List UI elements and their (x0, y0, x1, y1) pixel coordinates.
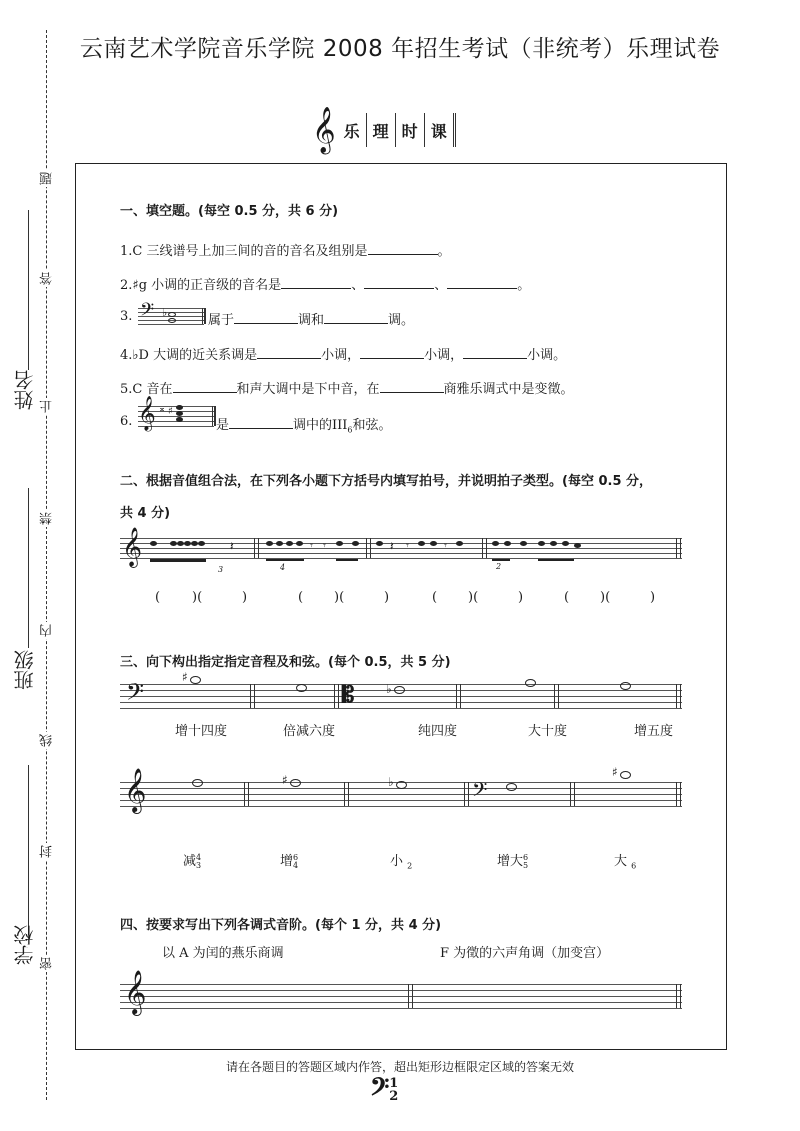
sharp-icon: ♯ (168, 406, 173, 417)
section-3-staff-1 (120, 670, 682, 712)
flat-icon: ♭ (388, 775, 394, 789)
time-sig-paren[interactable]: )( (468, 590, 479, 605)
logo-char: 乐 (338, 113, 367, 147)
chord-label: 减 4 3 (183, 852, 202, 870)
note (176, 417, 183, 422)
note (276, 541, 283, 546)
double-barline (250, 684, 255, 708)
beam (266, 559, 304, 561)
eighth-rest-icon: 𝄾 (444, 539, 447, 552)
treble-clef-icon: 𝄞 (138, 396, 156, 431)
note (296, 684, 307, 692)
seal-char: 答 (40, 272, 55, 285)
beam (538, 559, 574, 561)
note (520, 541, 527, 546)
answer-blank[interactable] (380, 380, 444, 393)
double-barline (456, 684, 461, 708)
question-6-staff (138, 396, 214, 432)
seal-char: 题 (40, 172, 55, 185)
time-sig-paren[interactable]: ( (564, 590, 570, 605)
answer-blank[interactable] (281, 276, 351, 289)
chord-label: 增大 6 5 (497, 852, 529, 870)
answer-blank[interactable] (364, 276, 434, 289)
time-sig-paren[interactable]: )( (600, 590, 611, 605)
double-barline (408, 984, 413, 1008)
question-2: 2.♯g 小调的正音级的音名是 、 、 。 (120, 278, 531, 293)
double-barline (570, 782, 575, 806)
note (352, 541, 359, 546)
exam-title: 云南艺术学院音乐学院 2008 年招生考试（非统考）乐理试卷 (79, 36, 721, 62)
sharp-icon: ♯ (282, 773, 288, 787)
answer-blank[interactable] (257, 346, 321, 359)
note (336, 541, 343, 546)
final-barline (676, 782, 681, 806)
section-3-staff-2 (120, 765, 682, 812)
treble-clef-icon: 𝄞 (312, 107, 336, 153)
section-2-staff (120, 527, 682, 575)
seal-char: 密 (40, 957, 55, 970)
interval-label: 增十四度 (175, 724, 228, 739)
note (190, 676, 201, 684)
note (550, 541, 557, 546)
barline (204, 308, 206, 324)
note (525, 679, 536, 687)
note (168, 318, 176, 323)
note (286, 541, 293, 546)
note (176, 411, 183, 416)
note (184, 541, 191, 546)
note (506, 783, 517, 791)
note (538, 541, 545, 546)
interval-label: 纯四度 (418, 724, 458, 739)
note (620, 771, 631, 779)
barline (202, 308, 203, 324)
treble-clef-icon: 𝄞 (122, 527, 143, 567)
double-barline (334, 684, 339, 708)
note (456, 541, 463, 546)
note (396, 781, 407, 789)
sharp-icon: ♯ (612, 765, 618, 779)
bass-clef-icon: 𝄢 (126, 678, 145, 711)
note (492, 541, 499, 546)
section-3-heading: 三、向下构出指定指定音程及和弦。(每个 0.5，共 5 分) (120, 655, 451, 670)
sharp-icon: ♯ (182, 670, 188, 684)
answer-blank[interactable] (463, 346, 527, 359)
scale-prompt: F 为徵的六声角调（加变宫） (440, 946, 610, 961)
answer-blank[interactable] (229, 416, 293, 429)
note (191, 541, 198, 546)
seal-char: 内 (40, 624, 55, 637)
logo-char: 时 (396, 113, 425, 147)
time-sig-paren[interactable]: ( (298, 590, 304, 605)
name-field-label: 姓名 (13, 370, 37, 410)
double-barline (254, 538, 259, 558)
question-6-num: 6. (120, 414, 133, 429)
note (176, 405, 183, 410)
answer-blank[interactable] (368, 242, 438, 255)
answer-blank[interactable] (324, 311, 388, 324)
beam (492, 559, 510, 561)
seal-char: 封 (40, 845, 55, 858)
question-6-text: 是 调中的$III_6$和弦。 (216, 418, 392, 435)
final-barline (676, 684, 681, 708)
quarter-rest-icon: 𝄽 (230, 539, 234, 553)
double-barline (366, 538, 371, 558)
double-barline (344, 782, 349, 806)
page-number: 𝄢1 2 (370, 1073, 399, 1108)
answer-blank[interactable] (173, 380, 237, 393)
note (574, 543, 581, 548)
final-barline (676, 538, 681, 558)
alto-clef-icon: 𝄡 (342, 682, 355, 708)
treble-clef-icon: 𝄞 (124, 768, 147, 812)
beam (336, 559, 358, 561)
interval-label: 增五度 (634, 724, 674, 739)
chord-label: 大 $_6$ (614, 854, 637, 871)
scale-prompt: 以 A 为闰的燕乐商调 (162, 946, 284, 961)
time-sig-paren[interactable]: ) (518, 590, 524, 605)
class-field-label: 班级 (13, 650, 37, 690)
time-sig-paren[interactable]: ) (384, 590, 390, 605)
question-3-staff (138, 300, 204, 326)
logo-char: 理 (367, 113, 396, 147)
double-barline (464, 782, 469, 806)
note (418, 541, 425, 546)
class-field-line[interactable] (28, 488, 29, 648)
eighth-rest-icon: 𝄾 (310, 539, 313, 552)
question-3-num: 3. (120, 309, 133, 324)
flat-icon: ♭ (162, 306, 168, 319)
section-4-staff[interactable] (120, 970, 682, 1016)
section-2-heading: 二、根据音值组合法，在下列各小题下方括号内填写拍号，并说明拍子类型。(每空 0.5 分， (120, 474, 653, 489)
note (430, 541, 437, 546)
final-barline (676, 984, 681, 1008)
note (290, 779, 301, 787)
answer-blank[interactable] (234, 311, 298, 324)
note (266, 541, 273, 546)
time-sig-paren[interactable]: )( (192, 590, 203, 605)
section-4-heading: 四、按要求写出下列各调式音阶。(每个 1 分，共 4 分) (120, 918, 442, 933)
note (562, 541, 569, 546)
school-field-line[interactable] (28, 765, 29, 935)
name-field-line[interactable] (28, 210, 29, 370)
bass-clef-icon: 𝄢 (370, 1073, 390, 1108)
logo-music-theory-class (312, 105, 456, 155)
double-barline (554, 684, 559, 708)
note (150, 541, 157, 546)
question-4: 4.♭D 大调的近关系调是 小调， 小调， 小调。 (120, 348, 567, 363)
double-barline (244, 782, 249, 806)
section-1-heading: 一、填空题。(每空 0.5 分，共 6 分) (120, 204, 339, 219)
note (177, 541, 184, 546)
bass-clef-icon: 𝄢 (140, 300, 155, 325)
time-sig-paren[interactable]: ( (155, 590, 161, 605)
note (168, 312, 176, 317)
note (394, 686, 405, 694)
seal-char: 止 (40, 400, 55, 413)
answer-area-notice: 请在各题目的答题区域内作答，超出矩形边框限定区域的答案无效 (225, 1060, 574, 1074)
note (198, 541, 205, 546)
note (296, 541, 303, 546)
treble-clef-icon: 𝄞 (124, 970, 147, 1014)
logo-char: 课 (425, 113, 456, 147)
tuplet-number: 4 (280, 563, 286, 572)
seal-char: 线 (40, 734, 55, 747)
answer-blank[interactable] (360, 346, 424, 359)
note (504, 541, 511, 546)
question-5: 5.C 音在 和声大调中是下中音，在 商雅乐调式中是变徵。 (120, 382, 574, 397)
school-field-label: 学校 (13, 925, 37, 965)
question-1: 1.C 三线谱号上加三间的音的音名及组别是 。 (120, 244, 451, 259)
chord-label: 增 6 4 (280, 852, 299, 870)
double-barline (482, 538, 487, 558)
seal-char: 禁 (40, 512, 55, 525)
note (376, 541, 383, 546)
section-2-heading-cont: 共 4 分) (120, 506, 171, 521)
flat-icon: ♭ (386, 682, 392, 696)
bass-clef-icon: 𝄢 (472, 778, 488, 806)
quarter-rest-icon: 𝄽 (390, 539, 394, 553)
barline (212, 406, 213, 426)
eighth-rest-icon: 𝄾 (406, 539, 409, 552)
interval-label: 大十度 (528, 724, 568, 739)
time-sig-paren[interactable]: )( (334, 590, 345, 605)
question-3-text: 属于 调和 调。 (208, 313, 415, 328)
beam (150, 559, 206, 562)
note (192, 779, 203, 787)
seal-dashed-line (46, 30, 47, 1100)
time-sig-paren[interactable]: ) (242, 590, 248, 605)
eighth-rest-icon: 𝄾 (323, 539, 326, 552)
time-sig-paren[interactable]: ( (432, 590, 438, 605)
chord-label: 小 $_2$ (390, 854, 413, 871)
time-sig-paren[interactable]: ) (650, 590, 656, 605)
tuplet-number: 2 (496, 562, 502, 571)
note (170, 541, 177, 546)
tuplet-number: 3 (218, 565, 224, 574)
double-sharp-icon: 𝄪 (160, 404, 165, 414)
interval-label: 倍减六度 (283, 724, 336, 739)
answer-blank[interactable] (447, 276, 517, 289)
note (620, 682, 631, 690)
